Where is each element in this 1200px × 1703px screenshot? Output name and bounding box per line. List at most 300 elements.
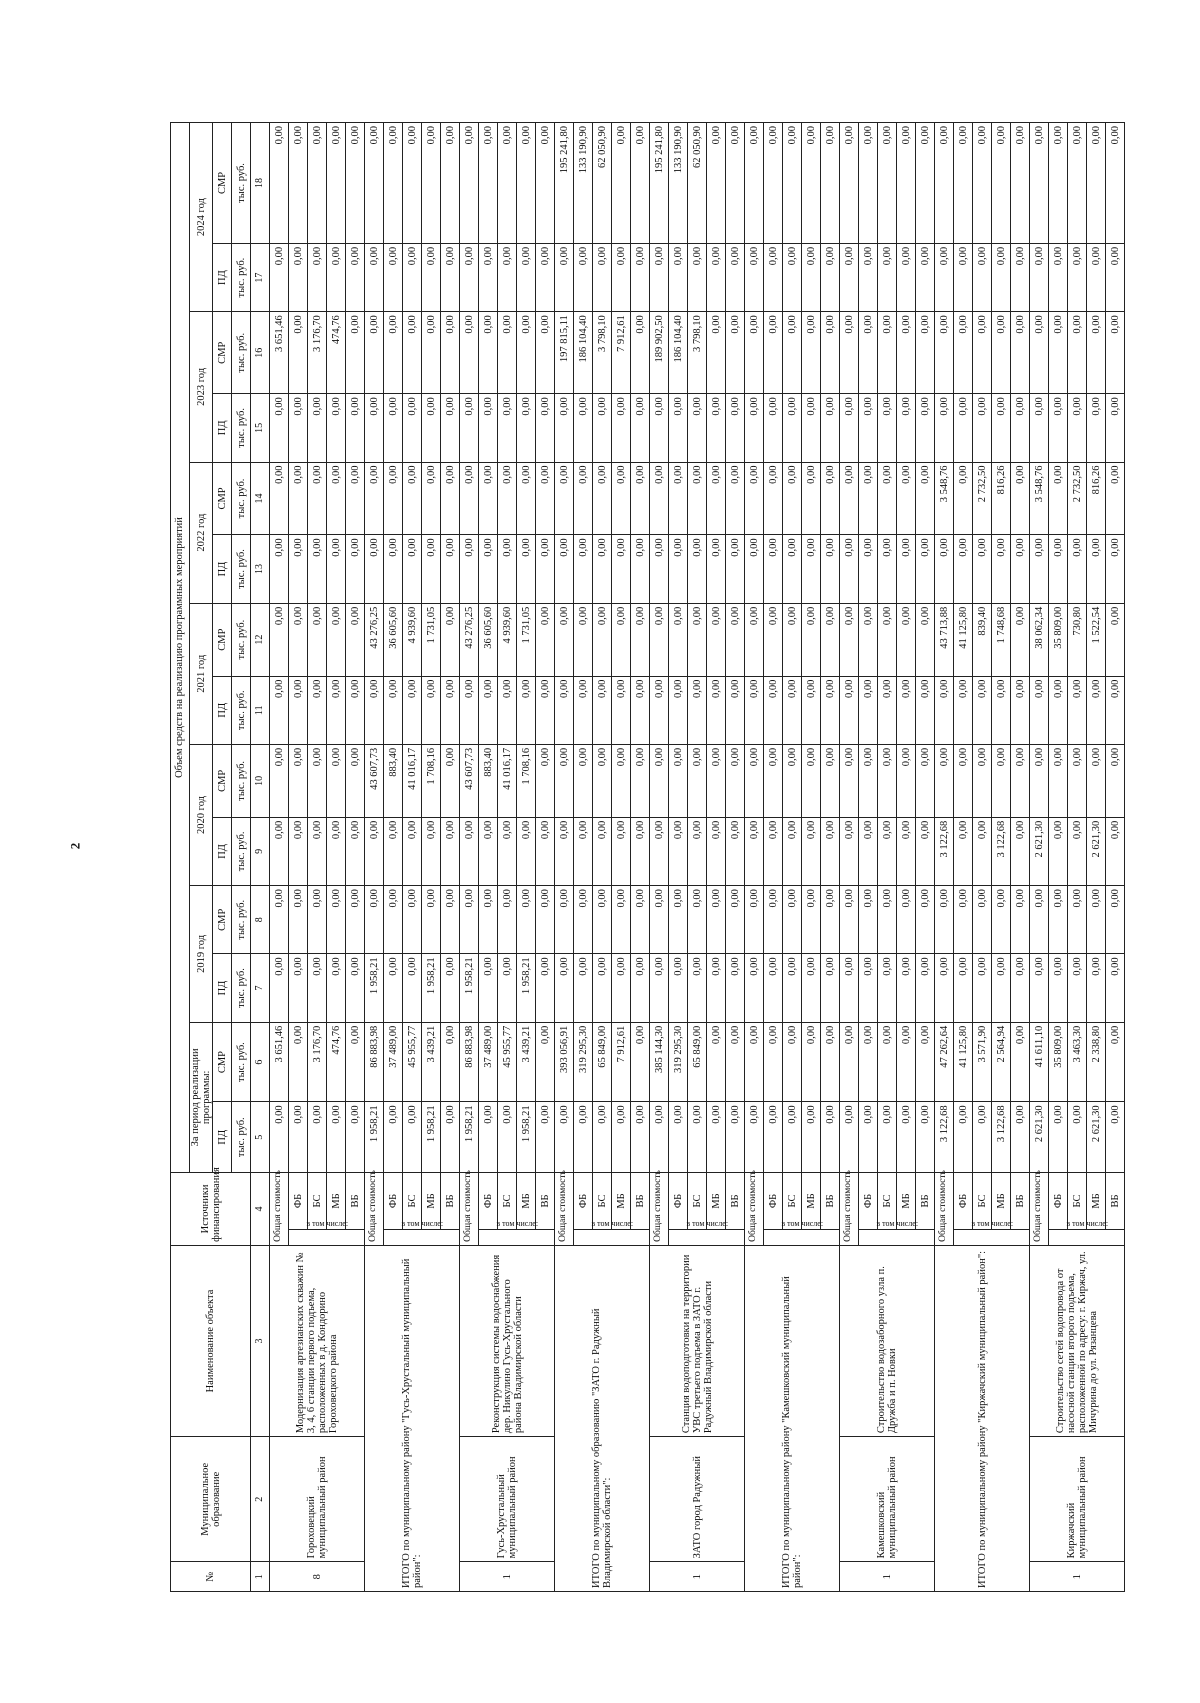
value-cell: 0,00: [1011, 676, 1030, 744]
value-cell: 0,00: [745, 886, 764, 954]
source-fb: ФБ: [574, 1173, 593, 1230]
value-cell: 0,00: [460, 462, 479, 535]
value-cell: 0,00: [802, 535, 821, 603]
value-cell: 0,00: [973, 394, 992, 462]
value-cell: 0,00: [859, 603, 878, 676]
value-cell: 0,00: [1106, 817, 1125, 885]
value-cell: 0,00: [365, 676, 384, 744]
header-year: 2022 год: [190, 462, 213, 603]
value-cell: 0,00: [365, 312, 384, 394]
value-cell: 0,00: [1049, 744, 1068, 817]
source-mb: МБ: [707, 1173, 726, 1230]
value-cell: 0,00: [346, 954, 365, 1022]
value-cell: 0,00: [1011, 886, 1030, 954]
source-bs: БС: [783, 1173, 802, 1230]
value-cell: 0,00: [365, 535, 384, 603]
value-cell: 0,00: [346, 462, 365, 535]
value-cell: 0,00: [631, 1102, 650, 1173]
value-cell: 0,00: [650, 1102, 669, 1173]
value-cell: 474,76: [327, 312, 346, 394]
value-cell: 0,00: [859, 394, 878, 462]
value-cell: 0,00: [593, 243, 612, 311]
value-cell: 0,00: [973, 123, 992, 244]
source-mb: МБ: [802, 1173, 821, 1230]
value-cell: 45 955,77: [403, 1022, 422, 1102]
header-year: 2023 год: [190, 312, 213, 462]
value-cell: 0,00: [498, 954, 517, 1022]
value-cell: 0,00: [403, 462, 422, 535]
value-cell: 0,00: [878, 817, 897, 885]
value-cell: 319 295,30: [669, 1022, 688, 1102]
value-cell: 0,00: [631, 744, 650, 817]
value-cell: 0,00: [688, 1102, 707, 1173]
incl-label: [764, 1218, 840, 1245]
value-cell: 0,00: [289, 676, 308, 744]
value-cell: 0,00: [992, 123, 1011, 244]
value-cell: 0,00: [973, 243, 992, 311]
value-cell: 0,00: [783, 123, 802, 244]
value-cell: 0,00: [1106, 1022, 1125, 1102]
source-bs: БС: [593, 1173, 612, 1230]
source-vb: ВБ: [1011, 1173, 1030, 1230]
value-cell: 0,00: [403, 1102, 422, 1173]
source-total: Общая стоимость: [935, 1173, 954, 1246]
header-year: 2024 год: [190, 123, 213, 312]
value-cell: 0,00: [479, 1102, 498, 1173]
incl-text: в том числе:: [781, 1218, 824, 1228]
value-cell: 0,00: [840, 676, 859, 744]
value-cell: 0,00: [403, 886, 422, 954]
row-number: 1: [650, 1562, 745, 1592]
value-cell: 0,00: [840, 817, 859, 885]
value-cell: 3 548,76: [1030, 462, 1049, 535]
value-cell: 0,00: [821, 312, 840, 394]
value-cell: 0,00: [1011, 462, 1030, 535]
value-cell: 0,00: [1030, 954, 1049, 1022]
value-cell: 0,00: [460, 886, 479, 954]
value-cell: 0,00: [631, 676, 650, 744]
value-cell: 0,00: [403, 954, 422, 1022]
source-fb: ФБ: [669, 1173, 688, 1230]
value-cell: 0,00: [631, 243, 650, 311]
incl-label: [384, 1218, 460, 1245]
value-cell: 3 571,90: [973, 1022, 992, 1102]
value-cell: 0,00: [289, 394, 308, 462]
value-cell: 0,00: [460, 243, 479, 311]
value-cell: 0,00: [650, 462, 669, 535]
value-cell: 0,00: [422, 394, 441, 462]
value-cell: 0,00: [1087, 744, 1106, 817]
value-cell: 0,00: [441, 886, 460, 954]
value-cell: 0,00: [783, 462, 802, 535]
value-cell: 0,00: [935, 123, 954, 244]
itogo-row: [555, 123, 574, 1592]
value-cell: 0,00: [650, 886, 669, 954]
value-cell: 0,00: [441, 312, 460, 394]
value-cell: 0,00: [1068, 535, 1087, 603]
value-cell: 0,00: [1087, 535, 1106, 603]
value-cell: 0,00: [840, 603, 859, 676]
value-cell: 0,00: [745, 394, 764, 462]
table-row: [460, 123, 479, 1592]
source-mb: МБ: [992, 1173, 1011, 1230]
value-cell: 0,00: [612, 535, 631, 603]
value-cell: 0,00: [536, 817, 555, 885]
value-cell: 1 958,21: [517, 954, 536, 1022]
source-vb: ВБ: [1106, 1173, 1125, 1230]
value-cell: 0,00: [783, 312, 802, 394]
value-cell: 0,00: [631, 886, 650, 954]
value-cell: 35 809,00: [1049, 603, 1068, 676]
value-cell: 0,00: [1030, 676, 1049, 744]
value-cell: 0,00: [707, 744, 726, 817]
value-cell: 3 798,10: [688, 312, 707, 394]
value-cell: 0,00: [479, 817, 498, 885]
value-cell: 0,00: [745, 676, 764, 744]
value-cell: 47 262,64: [935, 1022, 954, 1102]
value-cell: 0,00: [840, 744, 859, 817]
value-cell: 0,00: [536, 462, 555, 535]
value-cell: 0,00: [1106, 243, 1125, 311]
column-index: 15: [251, 394, 270, 462]
value-cell: 0,00: [536, 312, 555, 394]
value-cell: 0,00: [555, 535, 574, 603]
value-cell: 0,00: [1049, 817, 1068, 885]
value-cell: 41 016,17: [498, 744, 517, 817]
value-cell: 0,00: [270, 817, 289, 885]
value-cell: 0,00: [707, 1102, 726, 1173]
value-cell: 385 144,30: [650, 1022, 669, 1102]
value-cell: 0,00: [954, 535, 973, 603]
itogo-label: ИТОГО по муниципальному району "Гусь-Хрустальный муниципальный район":: [365, 1245, 460, 1591]
value-cell: 0,00: [308, 676, 327, 744]
financing-table: [170, 122, 1125, 1592]
value-cell: 0,00: [479, 243, 498, 311]
value-cell: 0,00: [764, 312, 783, 394]
incl-text: в том числе:: [876, 1218, 919, 1228]
value-cell: 0,00: [536, 535, 555, 603]
value-cell: 0,00: [1049, 535, 1068, 603]
value-cell: 0,00: [745, 817, 764, 885]
header-smr: СМР: [213, 312, 232, 394]
value-cell: 0,00: [821, 744, 840, 817]
value-cell: 0,00: [745, 312, 764, 394]
value-cell: 65 849,00: [593, 1022, 612, 1102]
incl-text: в том числе:: [591, 1218, 634, 1228]
value-cell: 0,00: [479, 886, 498, 954]
value-cell: 0,00: [631, 1022, 650, 1102]
value-cell: 0,00: [1049, 123, 1068, 244]
value-cell: 41 016,17: [403, 744, 422, 817]
value-cell: 0,00: [612, 243, 631, 311]
object-name: Реконструкция системы водоснабжения дер. Никулино Гусь-Хрустального района Владимирской области: [460, 1245, 555, 1436]
value-cell: 0,00: [764, 817, 783, 885]
value-cell: 0,00: [669, 243, 688, 311]
value-cell: 0,00: [669, 817, 688, 885]
value-cell: 0,00: [840, 535, 859, 603]
value-cell: 0,00: [802, 123, 821, 244]
value-cell: 0,00: [365, 886, 384, 954]
value-cell: 0,00: [517, 676, 536, 744]
header-pd: ПД: [213, 676, 232, 744]
value-cell: 0,00: [973, 676, 992, 744]
header-pd: ПД: [213, 1102, 232, 1173]
value-cell: 1 522,54: [1087, 603, 1106, 676]
value-cell: 0,00: [1011, 1022, 1030, 1102]
value-cell: 0,00: [783, 394, 802, 462]
value-cell: 0,00: [764, 744, 783, 817]
value-cell: 0,00: [783, 1102, 802, 1173]
object-name: Строительство сетей водопровода от насосной станции второго подъема, расположенной по адресу: г. Киржач, ул. Мичурина до ул. Рязанцева: [1030, 1245, 1125, 1436]
municipality-name: Гусь-Хрустальный муниципальный район: [460, 1437, 555, 1562]
value-cell: 0,00: [973, 744, 992, 817]
source-vb: ВБ: [726, 1173, 745, 1230]
header-pd: ПД: [213, 954, 232, 1022]
value-cell: 0,00: [631, 462, 650, 535]
header-mo: Муниципальное образование: [171, 1437, 251, 1562]
source-bs: БС: [973, 1173, 992, 1230]
column-index: 3: [251, 1245, 270, 1436]
value-cell: 0,00: [441, 817, 460, 885]
value-cell: 0,00: [897, 817, 916, 885]
value-cell: 0,00: [1011, 535, 1030, 603]
column-index: 8: [251, 886, 270, 954]
value-cell: 0,00: [726, 394, 745, 462]
value-cell: 0,00: [460, 394, 479, 462]
source-total: Общая стоимость: [270, 1173, 289, 1246]
value-cell: 0,00: [1106, 462, 1125, 535]
value-cell: 0,00: [327, 676, 346, 744]
value-cell: 0,00: [498, 123, 517, 244]
value-cell: 0,00: [631, 535, 650, 603]
value-cell: 0,00: [1087, 123, 1106, 244]
value-cell: 0,00: [517, 886, 536, 954]
value-cell: 0,00: [1049, 462, 1068, 535]
value-cell: 0,00: [1049, 886, 1068, 954]
value-cell: 0,00: [327, 1102, 346, 1173]
value-cell: 0,00: [916, 394, 935, 462]
column-index: 12: [251, 603, 270, 676]
value-cell: 43 276,25: [460, 603, 479, 676]
value-cell: 0,00: [270, 954, 289, 1022]
value-cell: 3 548,76: [935, 462, 954, 535]
value-cell: 0,00: [935, 744, 954, 817]
value-cell: 0,00: [270, 123, 289, 244]
header-pd: ПД: [213, 394, 232, 462]
value-cell: 3 122,68: [992, 1102, 1011, 1173]
value-cell: 0,00: [327, 817, 346, 885]
value-cell: 43 276,25: [365, 603, 384, 676]
value-cell: 0,00: [574, 744, 593, 817]
value-cell: 0,00: [555, 394, 574, 462]
value-cell: 0,00: [897, 1022, 916, 1102]
value-cell: 62 050,90: [593, 123, 612, 244]
value-cell: 0,00: [403, 676, 422, 744]
value-cell: 0,00: [878, 123, 897, 244]
value-cell: 0,00: [270, 886, 289, 954]
header-unit: тыс. руб.: [232, 123, 251, 244]
value-cell: 0,00: [992, 312, 1011, 394]
value-cell: 0,00: [1030, 394, 1049, 462]
value-cell: 0,00: [289, 1022, 308, 1102]
value-cell: 883,40: [479, 744, 498, 817]
value-cell: 0,00: [441, 123, 460, 244]
value-cell: 0,00: [897, 243, 916, 311]
header-year: 2021 год: [190, 603, 213, 744]
value-cell: 1 708,16: [422, 744, 441, 817]
value-cell: 3 651,46: [270, 1022, 289, 1102]
value-cell: 0,00: [441, 1102, 460, 1173]
value-cell: 0,00: [384, 394, 403, 462]
value-cell: 0,00: [669, 394, 688, 462]
itogo-label: ИТОГО по муниципальному образованию "ЗАТО г. Радужный Владимирской области":: [555, 1245, 650, 1591]
value-cell: 0,00: [574, 817, 593, 885]
value-cell: 0,00: [1087, 954, 1106, 1022]
value-cell: 0,00: [1068, 676, 1087, 744]
value-cell: 0,00: [308, 817, 327, 885]
value-cell: 0,00: [726, 886, 745, 954]
value-cell: 0,00: [935, 535, 954, 603]
value-cell: 0,00: [631, 123, 650, 244]
source-mb: МБ: [1087, 1173, 1106, 1230]
value-cell: 4 939,60: [498, 603, 517, 676]
value-cell: 0,00: [441, 676, 460, 744]
value-cell: 0,00: [1049, 312, 1068, 394]
column-index: 18: [251, 123, 270, 244]
itogo-row: [745, 123, 764, 1592]
value-cell: 0,00: [916, 462, 935, 535]
column-index: 10: [251, 744, 270, 817]
value-cell: 839,40: [973, 603, 992, 676]
value-cell: 0,00: [422, 312, 441, 394]
value-cell: 1 958,21: [517, 1102, 536, 1173]
value-cell: 0,00: [802, 243, 821, 311]
value-cell: 0,00: [726, 535, 745, 603]
value-cell: 0,00: [441, 394, 460, 462]
value-cell: 0,00: [764, 954, 783, 1022]
value-cell: 0,00: [916, 1022, 935, 1102]
column-index: 4: [251, 1173, 270, 1246]
value-cell: 0,00: [403, 394, 422, 462]
municipality-name: Гороховецкий муниципальный район: [270, 1437, 365, 1562]
value-cell: 0,00: [1011, 744, 1030, 817]
value-cell: 41 611,10: [1030, 1022, 1049, 1102]
value-cell: 0,00: [897, 954, 916, 1022]
value-cell: 3 651,46: [270, 312, 289, 394]
header-unit: тыс. руб.: [232, 535, 251, 603]
value-cell: 0,00: [878, 1102, 897, 1173]
value-cell: 0,00: [536, 954, 555, 1022]
value-cell: 0,00: [783, 603, 802, 676]
value-cell: 0,00: [384, 886, 403, 954]
value-cell: 0,00: [1049, 394, 1068, 462]
value-cell: 0,00: [878, 744, 897, 817]
value-cell: 0,00: [916, 1102, 935, 1173]
value-cell: 0,00: [764, 1022, 783, 1102]
source-fb: ФБ: [479, 1173, 498, 1230]
value-cell: 0,00: [308, 535, 327, 603]
value-cell: 0,00: [707, 462, 726, 535]
value-cell: 0,00: [384, 817, 403, 885]
value-cell: 197 815,11: [555, 312, 574, 394]
value-cell: 0,00: [498, 1102, 517, 1173]
value-cell: 0,00: [270, 394, 289, 462]
value-cell: 0,00: [555, 676, 574, 744]
value-cell: 4 939,60: [403, 603, 422, 676]
value-cell: 3 122,68: [992, 817, 1011, 885]
value-cell: 0,00: [555, 817, 574, 885]
header-unit: тыс. руб.: [232, 394, 251, 462]
value-cell: 38 062,34: [1030, 603, 1049, 676]
header-smr: СМР: [213, 123, 232, 244]
value-cell: 0,00: [878, 243, 897, 311]
value-cell: 0,00: [821, 462, 840, 535]
value-cell: 816,26: [1087, 462, 1106, 535]
value-cell: 41 125,80: [954, 1022, 973, 1102]
value-cell: 0,00: [707, 603, 726, 676]
source-bs: БС: [688, 1173, 707, 1230]
value-cell: 0,00: [783, 817, 802, 885]
value-cell: 0,00: [327, 123, 346, 244]
value-cell: 0,00: [479, 123, 498, 244]
value-cell: 0,00: [1068, 243, 1087, 311]
header-unit: тыс. руб.: [232, 243, 251, 311]
value-cell: 3 176,70: [308, 312, 327, 394]
value-cell: 0,00: [1011, 312, 1030, 394]
value-cell: 0,00: [289, 603, 308, 676]
value-cell: 0,00: [346, 1022, 365, 1102]
value-cell: 0,00: [1087, 312, 1106, 394]
table-row: [270, 123, 289, 1592]
value-cell: 3 122,68: [935, 1102, 954, 1173]
column-index: 5: [251, 1102, 270, 1173]
source-bs: БС: [878, 1173, 897, 1230]
value-cell: 0,00: [992, 744, 1011, 817]
source-mb: МБ: [422, 1173, 441, 1230]
value-cell: 0,00: [403, 535, 422, 603]
value-cell: 0,00: [441, 744, 460, 817]
value-cell: 1 958,21: [460, 954, 479, 1022]
column-index: 6: [251, 1022, 270, 1102]
value-cell: 0,00: [1068, 1102, 1087, 1173]
value-cell: 0,00: [612, 123, 631, 244]
value-cell: 0,00: [593, 817, 612, 885]
value-cell: 0,00: [517, 312, 536, 394]
value-cell: 0,00: [897, 886, 916, 954]
value-cell: 0,00: [688, 954, 707, 1022]
value-cell: 0,00: [1030, 744, 1049, 817]
header-unit: тыс. руб.: [232, 462, 251, 535]
value-cell: 0,00: [878, 394, 897, 462]
value-cell: 0,00: [612, 886, 631, 954]
value-cell: 0,00: [574, 603, 593, 676]
value-cell: 0,00: [802, 817, 821, 885]
source-bs: БС: [403, 1173, 422, 1230]
value-cell: 0,00: [916, 243, 935, 311]
header-row-1: [171, 123, 190, 1592]
value-cell: 0,00: [840, 312, 859, 394]
value-cell: 0,00: [365, 817, 384, 885]
itogo-row: [935, 123, 954, 1592]
itogo-label: ИТОГО по муниципальному району "Камешковский муниципальный район":: [745, 1245, 840, 1591]
value-cell: 0,00: [916, 603, 935, 676]
value-cell: 816,26: [992, 462, 1011, 535]
value-cell: 0,00: [270, 676, 289, 744]
value-cell: 0,00: [270, 462, 289, 535]
value-cell: 0,00: [517, 394, 536, 462]
value-cell: 393 056,91: [555, 1022, 574, 1102]
value-cell: 0,00: [289, 886, 308, 954]
